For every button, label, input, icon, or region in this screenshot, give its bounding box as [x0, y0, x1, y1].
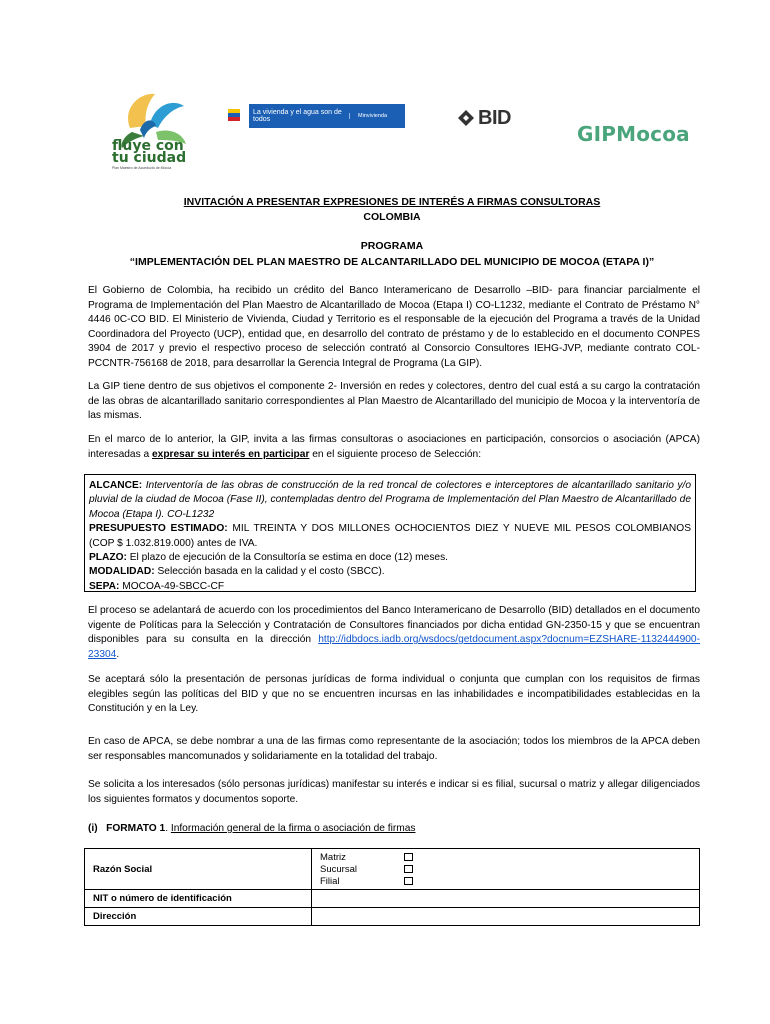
- sepa-label: SEPA:: [89, 580, 120, 592]
- direccion-field[interactable]: [312, 908, 700, 926]
- company-info-table: [84, 848, 700, 926]
- plazo-label: PLAZO:: [89, 552, 127, 564]
- paragraph-request: Se solicita a los interesados (sólo personas jurídicas) manifestar su interés e indicar si es filial, sucursal o matriz y allegar diligenciados los siguientes formatos y documentos soporte.: [88, 779, 700, 805]
- paragraph-credit: El Gobierno de Colombia, ha recibido un crédito del Banco Interamericano de Desarrollo –BID- para financiar parcialmente el Programa de Implementación del Plan Maestro de Alcantarillado de Mocoa (Etapa I) CO-L1232, mediante el Contrato de Préstamo N° 4446 0C-CO BID. El Ministerio de Vivienda, Ciudad y Territorio es el responsable de la ejecución del Programa a través de la Unidad Coordinadora del Proyecto (UCP), entidad que, en desarrollo del contrato de préstamo y de lo establecido en el documento CONPES 3904 de 2017 y previo el respectivo proceso de selección contrató al Consorcio Consultores IEHG-JVP, mediante contrato COL-PCCNTR-756168 de 2018, para desarrollar la Gerencia Integral de Programa (La GIP).: [88, 285, 700, 369]
- paragraph-procedures: [88, 604, 700, 662]
- filial-checkbox[interactable]: [404, 877, 413, 885]
- alcance-text: Interventoría de las obras de construcción de la red troncal de colectores e interceptores de alcantarillado sanitario y/o pluvial de la ciudad de Mocoa (Fase II), contempladas dentro del Programa de Implementación del Plan Maestro de Alcantarillado de Mocoa (Etapa I). CO-L1232: [89, 480, 691, 520]
- format-separator: .: [165, 823, 171, 834]
- bid-logo: [456, 107, 511, 129]
- option-matriz[interactable]: [320, 851, 691, 863]
- paragraph-eligibility: Se aceptará sólo la presentación de personas jurídicas de forma individual o conjunta que cumplan con los requisitos de firmas elegibles según las políticas del BID y que no se encuentren incursas en las inhabilidades e incompatibilidades establecidas en la Constitución y en la Ley.: [88, 674, 700, 715]
- bid-logo-text: BID: [478, 106, 511, 129]
- government-slogan: La vivienda y el agua son de todos: [253, 109, 342, 123]
- gip-mocoa-logo: GIPMocoa: [577, 122, 690, 146]
- ministry-name: Minvivienda: [349, 113, 387, 119]
- razon-social-label: Razón Social: [85, 849, 312, 890]
- sepa-text: MOCOA-49-SBCC-CF: [119, 580, 225, 592]
- fluye-line1: fluye con: [112, 138, 184, 154]
- presupuesto-line: [89, 522, 691, 551]
- fluye-subtitle: Plan Maestro de Acueducto de Mocoa: [112, 166, 172, 170]
- government-logo: [219, 104, 405, 128]
- format-number: (i): [88, 823, 98, 834]
- country-heading: COLOMBIA: [363, 211, 421, 223]
- option-label: Matriz: [320, 851, 346, 863]
- modalidad-text: Selección basada en la calidad y el costo (SBCC).: [154, 566, 385, 578]
- invitation-text: En el marco de lo anterior, la GIP, invita a las firmas consultoras o asociaciones en participación, consorcios o asociación (APCA) interesadas a: [88, 434, 700, 460]
- paragraph-gip-objectives: La GIP tiene dentro de sus objetivos el componente 2- Inversión en redes y colectores, dentro del cual está a su cargo la contratación de las obras de alcantarillado sanitario correspondientes al Plan Maestro de Alcantarillado del municipio de Mocoa y la interventoría de las mismas.: [88, 381, 700, 422]
- paragraph-invitation: [88, 433, 700, 462]
- bid-mark-icon: [456, 108, 478, 128]
- fluye-logo-text: [112, 140, 186, 164]
- procedures-text: El proceso se adelantará de acuerdo con los procedimientos del Banco Interamericano de Desarrollo (BID) detallados en el documento vigente de Políticas para la Selección y Contratación de Consultores financiados por dicha entidad GN-2350-15 y que se encuentran disponibles para su consulta en la dirección: [88, 605, 700, 646]
- presupuesto-label: PRESUPUESTO ESTIMADO:: [89, 523, 228, 535]
- option-label: Filial: [320, 875, 340, 887]
- table-row: [85, 890, 700, 908]
- table-row: [85, 849, 700, 890]
- sepa-line: [89, 580, 691, 594]
- idb-policies-link[interactable]: http://idbdocs.iadb.org/wsdocs/getdocument.aspx?docnum=EZSHARE-1132444900-23304: [88, 634, 700, 660]
- fluye-line2: tu ciudad: [112, 150, 187, 166]
- invitation-emphasis: expresar su interés en participar: [152, 448, 310, 460]
- modalidad-line: [89, 565, 691, 579]
- plazo-text: El plazo de ejecución de la Consultoría se estima en doce (12) meses.: [126, 552, 449, 564]
- sucursal-checkbox[interactable]: [404, 865, 413, 873]
- entity-type-cell: [312, 849, 700, 890]
- program-heading: PROGRAMA: [360, 240, 424, 252]
- process-details-box: [84, 474, 696, 592]
- alcance-line: [89, 479, 691, 522]
- format-label: FORMATO 1: [106, 823, 166, 834]
- plazo-line: [89, 551, 691, 565]
- option-sucursal[interactable]: [320, 863, 691, 875]
- nit-field[interactable]: [312, 890, 700, 908]
- direccion-label: Dirección: [85, 908, 312, 926]
- alcance-label: ALCANCE:: [89, 480, 143, 491]
- invitation-text-end: en el siguiente proceso de Selección:: [309, 448, 482, 460]
- nit-label: NIT o número de identificación: [85, 890, 312, 908]
- format-1-heading: [88, 823, 415, 834]
- modalidad-label: MODALIDAD:: [89, 566, 155, 578]
- option-filial[interactable]: [320, 875, 691, 887]
- program-name: “IMPLEMENTACIÓN DEL PLAN MAESTRO DE ALCANTARILLADO DEL MUNICIPIO DE MOCOA (ETAPA I)”: [129, 256, 655, 268]
- invitation-title: INVITACIÓN A PRESENTAR EXPRESIONES DE INTERÉS A FIRMAS CONSULTORAS: [183, 196, 601, 208]
- matriz-checkbox[interactable]: [404, 853, 413, 861]
- presupuesto-text: MIL TREINTA Y DOS MILLONES OCHOCIENTOS DIEZ Y NUEVE MIL PESOS COLOMBIANOS (COP $ 1.032.819.000) antes de IVA.: [89, 523, 691, 549]
- procedures-text-end: .: [116, 648, 120, 660]
- table-row: [85, 908, 700, 926]
- paragraph-apca: En caso de APCA, se debe nombrar a una de las firmas como representante de la asociación; todos los miembros de la APCA deben ser responsables mancomunados y solidariamente en la totalidad del trabajo.: [88, 736, 700, 762]
- option-label: Sucursal: [320, 863, 357, 875]
- format-title: Información general de la firma o asociación de firmas: [170, 823, 416, 834]
- colombia-shield-icon: [219, 104, 249, 128]
